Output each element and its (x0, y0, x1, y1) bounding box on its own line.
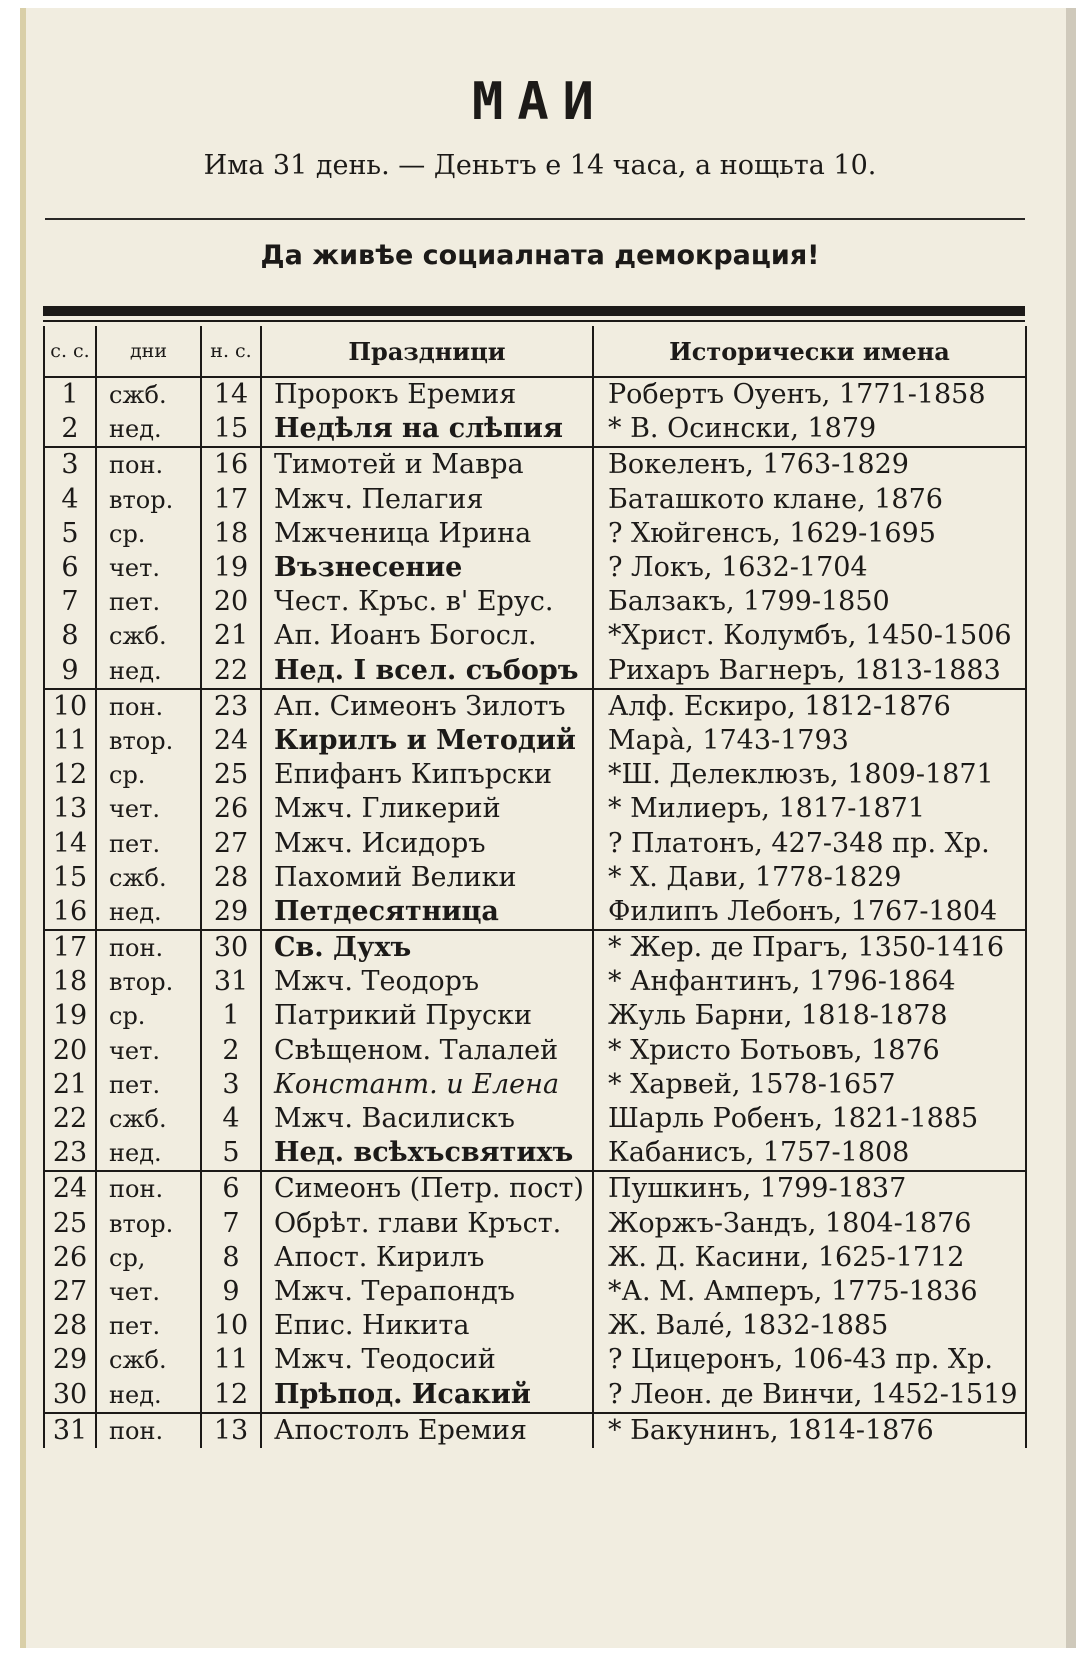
historical-name: Баташкото клане, 1876 (593, 483, 1026, 517)
day-number-new-style: 11 (201, 1343, 261, 1377)
weekday: пон. (96, 1413, 201, 1448)
holiday-name: Мжч. Терапондъ (261, 1275, 593, 1309)
day-number-new-style: 6 (201, 1171, 261, 1206)
table-row (44, 895, 1026, 930)
day-number-old-style: 21 (44, 1068, 96, 1102)
day-number-new-style: 22 (201, 654, 261, 689)
holiday-name: Епифанъ Кипърски (261, 758, 593, 792)
day-number-old-style: 10 (44, 689, 96, 724)
day-number-old-style: 6 (44, 551, 96, 585)
header-row (44, 326, 1026, 377)
holiday-name: Мжч. Исидоръ (261, 826, 593, 860)
day-number-old-style: 19 (44, 999, 96, 1033)
day-number-old-style: 9 (44, 654, 96, 689)
day-number-new-style: 29 (201, 895, 261, 930)
day-number-old-style: 18 (44, 965, 96, 999)
table-row (44, 412, 1026, 447)
table-row (44, 1377, 1026, 1412)
table-row (44, 517, 1026, 551)
calendar-table-wrap (43, 306, 1025, 1516)
historical-name: Марà, 1743-1793 (593, 724, 1026, 758)
weekday: сжб. (96, 1343, 201, 1377)
historical-name: Алф. Ескиро, 1812-1876 (593, 689, 1026, 724)
weekday: нед. (96, 895, 201, 930)
holiday-name: Тимотей и Мавра (261, 447, 593, 482)
day-number-new-style: 26 (201, 792, 261, 826)
day-number-new-style: 10 (201, 1309, 261, 1343)
weekday: пон. (96, 930, 201, 965)
day-number-new-style: 9 (201, 1275, 261, 1309)
holiday-name: Възнесение (261, 551, 593, 585)
day-number-new-style: 13 (201, 1413, 261, 1448)
historical-name: * Х. Дави, 1778-1829 (593, 861, 1026, 895)
historical-name: Ж. Д. Касини, 1625-1712 (593, 1241, 1026, 1275)
day-number-new-style: 8 (201, 1241, 261, 1275)
weekday: чет. (96, 792, 201, 826)
historical-name: Филипъ Лебонъ, 1767-1804 (593, 895, 1026, 930)
day-number-old-style: 12 (44, 758, 96, 792)
holiday-name: Мжченица Ирина (261, 517, 593, 551)
weekday: пон. (96, 447, 201, 482)
weekday: нед. (96, 1377, 201, 1412)
table-row (44, 377, 1026, 412)
table-row (44, 1309, 1026, 1343)
historical-name: * Жер. де Прагъ, 1350-1416 (593, 930, 1026, 965)
weekday: пет. (96, 1068, 201, 1102)
day-number-old-style: 15 (44, 861, 96, 895)
historical-name: * Харвей, 1578-1657 (593, 1068, 1026, 1102)
day-number-old-style: 11 (44, 724, 96, 758)
col-header-historical-names: Исторически имена (593, 326, 1026, 377)
day-number-new-style: 18 (201, 517, 261, 551)
holiday-name: Мжч. Теодоръ (261, 965, 593, 999)
historical-name: *Ш. Делеклюзъ, 1809-1871 (593, 758, 1026, 792)
historical-name: *Христ. Колумбъ, 1450-1506 (593, 619, 1026, 653)
weekday: нед. (96, 412, 201, 447)
holiday-name: Констант. и Елена (261, 1068, 593, 1102)
table-row (44, 724, 1026, 758)
holiday-name: Мжч. Василискъ (261, 1102, 593, 1136)
weekday: втор. (96, 1207, 201, 1241)
historical-name: ? Хюйгенсъ, 1629-1695 (593, 517, 1026, 551)
weekday: пон. (96, 689, 201, 724)
day-number-old-style: 17 (44, 930, 96, 965)
col-header-old-style: с. с. (44, 326, 96, 377)
historical-name: Жуль Барни, 1818-1878 (593, 999, 1026, 1033)
day-number-old-style: 24 (44, 1171, 96, 1206)
calendar-body (44, 377, 1026, 1448)
day-number-new-style: 4 (201, 1102, 261, 1136)
holiday-name: Мжч. Гликерий (261, 792, 593, 826)
table-row (44, 999, 1026, 1033)
holiday-name: Кирилъ и Методий (261, 724, 593, 758)
table-row (44, 585, 1026, 619)
holiday-name: Обрѣт. глави Кръст. (261, 1207, 593, 1241)
holiday-name: Чест. Кръс. в' Ерус. (261, 585, 593, 619)
day-number-old-style: 20 (44, 1034, 96, 1068)
day-number-old-style: 2 (44, 412, 96, 447)
historical-name: ? Платонъ, 427-348 пр. Хр. (593, 826, 1026, 860)
holiday-name: Свѣщеном. Талалей (261, 1034, 593, 1068)
weekday: чет. (96, 551, 201, 585)
motto: Да живѣе социалната демокрация! (260, 240, 820, 271)
table-row (44, 483, 1026, 517)
table-row (44, 1241, 1026, 1275)
holiday-name: Мжч. Пелагия (261, 483, 593, 517)
day-number-new-style: 28 (201, 861, 261, 895)
historical-name: Ж. Вале́, 1832-1885 (593, 1309, 1026, 1343)
day-number-old-style: 14 (44, 826, 96, 860)
historical-name: Кабанисъ, 1757-1808 (593, 1136, 1026, 1171)
day-number-new-style: 16 (201, 447, 261, 482)
historical-name: * Христо Ботьовъ, 1876 (593, 1034, 1026, 1068)
day-number-new-style: 30 (201, 930, 261, 965)
day-number-old-style: 28 (44, 1309, 96, 1343)
day-number-old-style: 23 (44, 1136, 96, 1171)
weekday: втор. (96, 965, 201, 999)
historical-name: Рихаръ Вагнеръ, 1813-1883 (593, 654, 1026, 689)
weekday: сжб. (96, 1102, 201, 1136)
historical-name: * Анфантинъ, 1796-1864 (593, 965, 1026, 999)
day-number-old-style: 7 (44, 585, 96, 619)
weekday: ср. (96, 999, 201, 1033)
col-header-days: дни (96, 326, 201, 377)
day-number-new-style: 17 (201, 483, 261, 517)
month-subtitle: Има 31 день. — Деньтъ е 14 часа, а нощьта 10. (203, 150, 877, 181)
day-number-old-style: 30 (44, 1377, 96, 1412)
weekday: втор. (96, 483, 201, 517)
weekday: ср, (96, 1241, 201, 1275)
day-number-new-style: 1 (201, 999, 261, 1033)
table-row (44, 1207, 1026, 1241)
holiday-name: Св. Духъ (261, 930, 593, 965)
holiday-name: Прѣпод. Исакий (261, 1377, 593, 1412)
day-number-old-style: 4 (44, 483, 96, 517)
day-number-old-style: 3 (44, 447, 96, 482)
day-number-old-style: 27 (44, 1275, 96, 1309)
weekday: пет. (96, 1309, 201, 1343)
weekday: нед. (96, 1136, 201, 1171)
table-row (44, 1136, 1026, 1171)
table-row (44, 551, 1026, 585)
weekday: чет. (96, 1034, 201, 1068)
thin-rule (43, 320, 1025, 322)
table-row (44, 826, 1026, 860)
historical-name: * Бакунинъ, 1814-1876 (593, 1413, 1026, 1448)
table-row (44, 1034, 1026, 1068)
table-row (44, 1413, 1026, 1448)
day-number-new-style: 2 (201, 1034, 261, 1068)
col-header-new-style: н. с. (201, 326, 261, 377)
holiday-name: Ап. Симеонъ Зилотъ (261, 689, 593, 724)
month-title: МАИ (472, 72, 608, 132)
table-row (44, 1275, 1026, 1309)
day-number-old-style: 29 (44, 1343, 96, 1377)
historical-name: Балзакъ, 1799-1850 (593, 585, 1026, 619)
day-number-old-style: 5 (44, 517, 96, 551)
historical-name: *А. М. Амперъ, 1775-1836 (593, 1275, 1026, 1309)
day-number-new-style: 21 (201, 619, 261, 653)
holiday-name: Пахомий Велики (261, 861, 593, 895)
historical-name: Шарль Робенъ, 1821-1885 (593, 1102, 1026, 1136)
weekday: пон. (96, 1171, 201, 1206)
weekday: чет. (96, 1275, 201, 1309)
table-row (44, 654, 1026, 689)
table-row (44, 930, 1026, 965)
day-number-new-style: 27 (201, 826, 261, 860)
weekday: втор. (96, 724, 201, 758)
historical-name: Вокеленъ, 1763-1829 (593, 447, 1026, 482)
day-number-old-style: 8 (44, 619, 96, 653)
day-number-new-style: 31 (201, 965, 261, 999)
day-number-old-style: 25 (44, 1207, 96, 1241)
table-row (44, 689, 1026, 724)
day-number-new-style: 25 (201, 758, 261, 792)
day-number-old-style: 26 (44, 1241, 96, 1275)
historical-name: Робертъ Оуенъ, 1771-1858 (593, 377, 1026, 412)
holiday-name: Нед. всѣхъсвятихъ (261, 1136, 593, 1171)
day-number-new-style: 15 (201, 412, 261, 447)
weekday: сжб. (96, 861, 201, 895)
day-number-old-style: 31 (44, 1413, 96, 1448)
table-row (44, 619, 1026, 653)
holiday-name: Епис. Никита (261, 1309, 593, 1343)
divider (45, 218, 1025, 220)
weekday: нед. (96, 654, 201, 689)
thick-rule (43, 306, 1025, 316)
weekday: сжб. (96, 377, 201, 412)
table-row (44, 792, 1026, 826)
day-number-old-style: 1 (44, 377, 96, 412)
historical-name: Пушкинъ, 1799-1837 (593, 1171, 1026, 1206)
day-number-old-style: 13 (44, 792, 96, 826)
day-number-new-style: 24 (201, 724, 261, 758)
historical-name: ? Цицеронъ, 106-43 пр. Хр. (593, 1343, 1026, 1377)
day-number-old-style: 16 (44, 895, 96, 930)
calendar-table (43, 326, 1027, 1448)
weekday: ср. (96, 758, 201, 792)
table-row (44, 1343, 1026, 1377)
holiday-name: Пророкъ Еремия (261, 377, 593, 412)
table-row (44, 1068, 1026, 1102)
holiday-name: Недѣля на слѣпия (261, 412, 593, 447)
day-number-new-style: 5 (201, 1136, 261, 1171)
holiday-name: Ап. Иоанъ Богосл. (261, 619, 593, 653)
day-number-new-style: 19 (201, 551, 261, 585)
historical-name: ? Леон. де Винчи, 1452-1519 (593, 1377, 1026, 1412)
table-row (44, 758, 1026, 792)
table-row (44, 965, 1026, 999)
day-number-new-style: 7 (201, 1207, 261, 1241)
historical-name: ? Локъ, 1632-1704 (593, 551, 1026, 585)
holiday-name: Мжч. Теодосий (261, 1343, 593, 1377)
historical-name: Жоржъ-Зандъ, 1804-1876 (593, 1207, 1026, 1241)
table-row (44, 447, 1026, 482)
day-number-new-style: 12 (201, 1377, 261, 1412)
weekday: пет. (96, 585, 201, 619)
holiday-name: Симеонъ (Петр. пост) (261, 1171, 593, 1206)
historical-name: * В. Осински, 1879 (593, 412, 1026, 447)
day-number-new-style: 3 (201, 1068, 261, 1102)
weekday: сжб. (96, 619, 201, 653)
holiday-name: Нед. I всел. съборъ (261, 654, 593, 689)
day-number-new-style: 23 (201, 689, 261, 724)
weekday: ср. (96, 517, 201, 551)
historical-name: * Милиеръ, 1817-1871 (593, 792, 1026, 826)
day-number-old-style: 22 (44, 1102, 96, 1136)
holiday-name: Патрикий Пруски (261, 999, 593, 1033)
holiday-name: Апост. Кирилъ (261, 1241, 593, 1275)
weekday: пет. (96, 826, 201, 860)
table-row (44, 861, 1026, 895)
holiday-name: Апостолъ Еремия (261, 1413, 593, 1448)
day-number-new-style: 14 (201, 377, 261, 412)
col-header-holidays: Праздници (261, 326, 593, 377)
holiday-name: Петдесятница (261, 895, 593, 930)
table-row (44, 1171, 1026, 1206)
day-number-new-style: 20 (201, 585, 261, 619)
table-row (44, 1102, 1026, 1136)
